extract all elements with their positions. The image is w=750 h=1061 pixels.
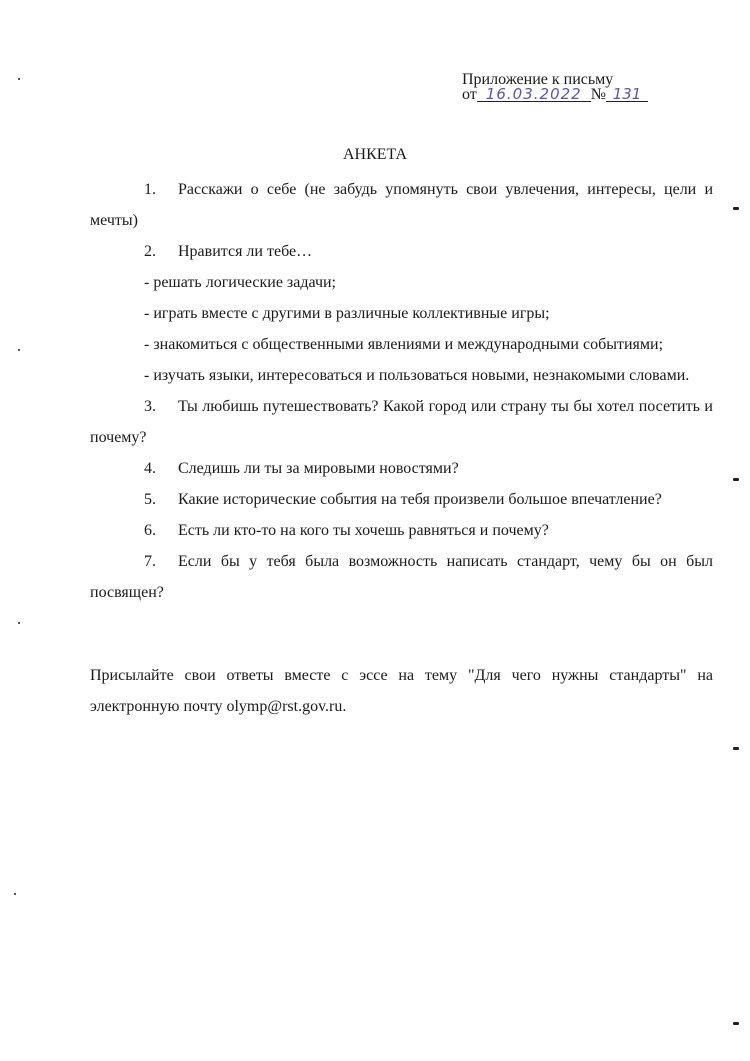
question-text: Ты любишь путешествовать? Какой город или страну ты бы хотел посетить и почему? bbox=[90, 398, 713, 446]
question-text: Расскажи о себе (не забудь упомянуть свои увлечения, интересы, цели и мечты) bbox=[90, 181, 713, 229]
attachment-label: Приложение к письму bbox=[462, 71, 614, 88]
question-item bbox=[90, 174, 713, 236]
question-item bbox=[90, 391, 713, 453]
question-number: 2. bbox=[144, 243, 156, 260]
bullet-item: - изучать языки, интересоваться и пользоваться новыми, незнакомыми словами. bbox=[144, 367, 690, 384]
number-label: № bbox=[590, 86, 607, 103]
page-title: АНКЕТА bbox=[342, 146, 408, 163]
question-text: Есть ли кто-то на кого ты хочешь равняться и почему? bbox=[178, 522, 549, 539]
letter-reference bbox=[462, 72, 662, 102]
handwritten-date: 16.03.2022 bbox=[477, 87, 591, 102]
bullet-item: - играть вместе с другими в различные коллективные игры; bbox=[144, 305, 550, 322]
scan-speck bbox=[18, 78, 20, 80]
scan-speck bbox=[14, 893, 16, 895]
questionnaire-body bbox=[90, 174, 713, 608]
question-item bbox=[90, 236, 713, 267]
question-item bbox=[90, 515, 713, 546]
scan-speck bbox=[733, 1022, 739, 1025]
question-number: 4. bbox=[144, 460, 156, 477]
from-label: от bbox=[462, 86, 477, 103]
bullet-item: - знакомиться с общественными явлениями и международными событиями; bbox=[144, 336, 664, 353]
question-item bbox=[90, 484, 713, 515]
bullet-item: - решать логические задачи; bbox=[144, 274, 336, 291]
question-number: 6. bbox=[144, 522, 156, 539]
scan-speck bbox=[18, 622, 20, 624]
scan-speck bbox=[733, 207, 739, 210]
question-item bbox=[90, 546, 713, 608]
question-number: 3. bbox=[144, 398, 156, 415]
scan-speck bbox=[18, 349, 20, 351]
scan-speck bbox=[733, 747, 739, 750]
submission-note: Присылайте свои ответы вместе с эссе на тему "Для чего нужны стандарты" на электронную почту olymp@rst.gov.ru. bbox=[90, 667, 713, 715]
question-item bbox=[90, 453, 713, 484]
question-number: 7. bbox=[144, 553, 156, 570]
handwritten-number: 131 bbox=[606, 87, 648, 102]
scan-speck bbox=[733, 478, 739, 481]
question-number: 5. bbox=[144, 491, 156, 508]
question-text: Следишь ли ты за мировыми новостями? bbox=[178, 460, 459, 477]
question-text: Нравится ли тебе… bbox=[178, 243, 313, 260]
question-number: 1. bbox=[144, 181, 156, 198]
question-text: Если бы у тебя была возможность написать стандарт, чему бы он был посвящен? bbox=[90, 553, 713, 601]
question-text: Какие исторические события на тебя произвели большое впечатление? bbox=[178, 491, 662, 508]
